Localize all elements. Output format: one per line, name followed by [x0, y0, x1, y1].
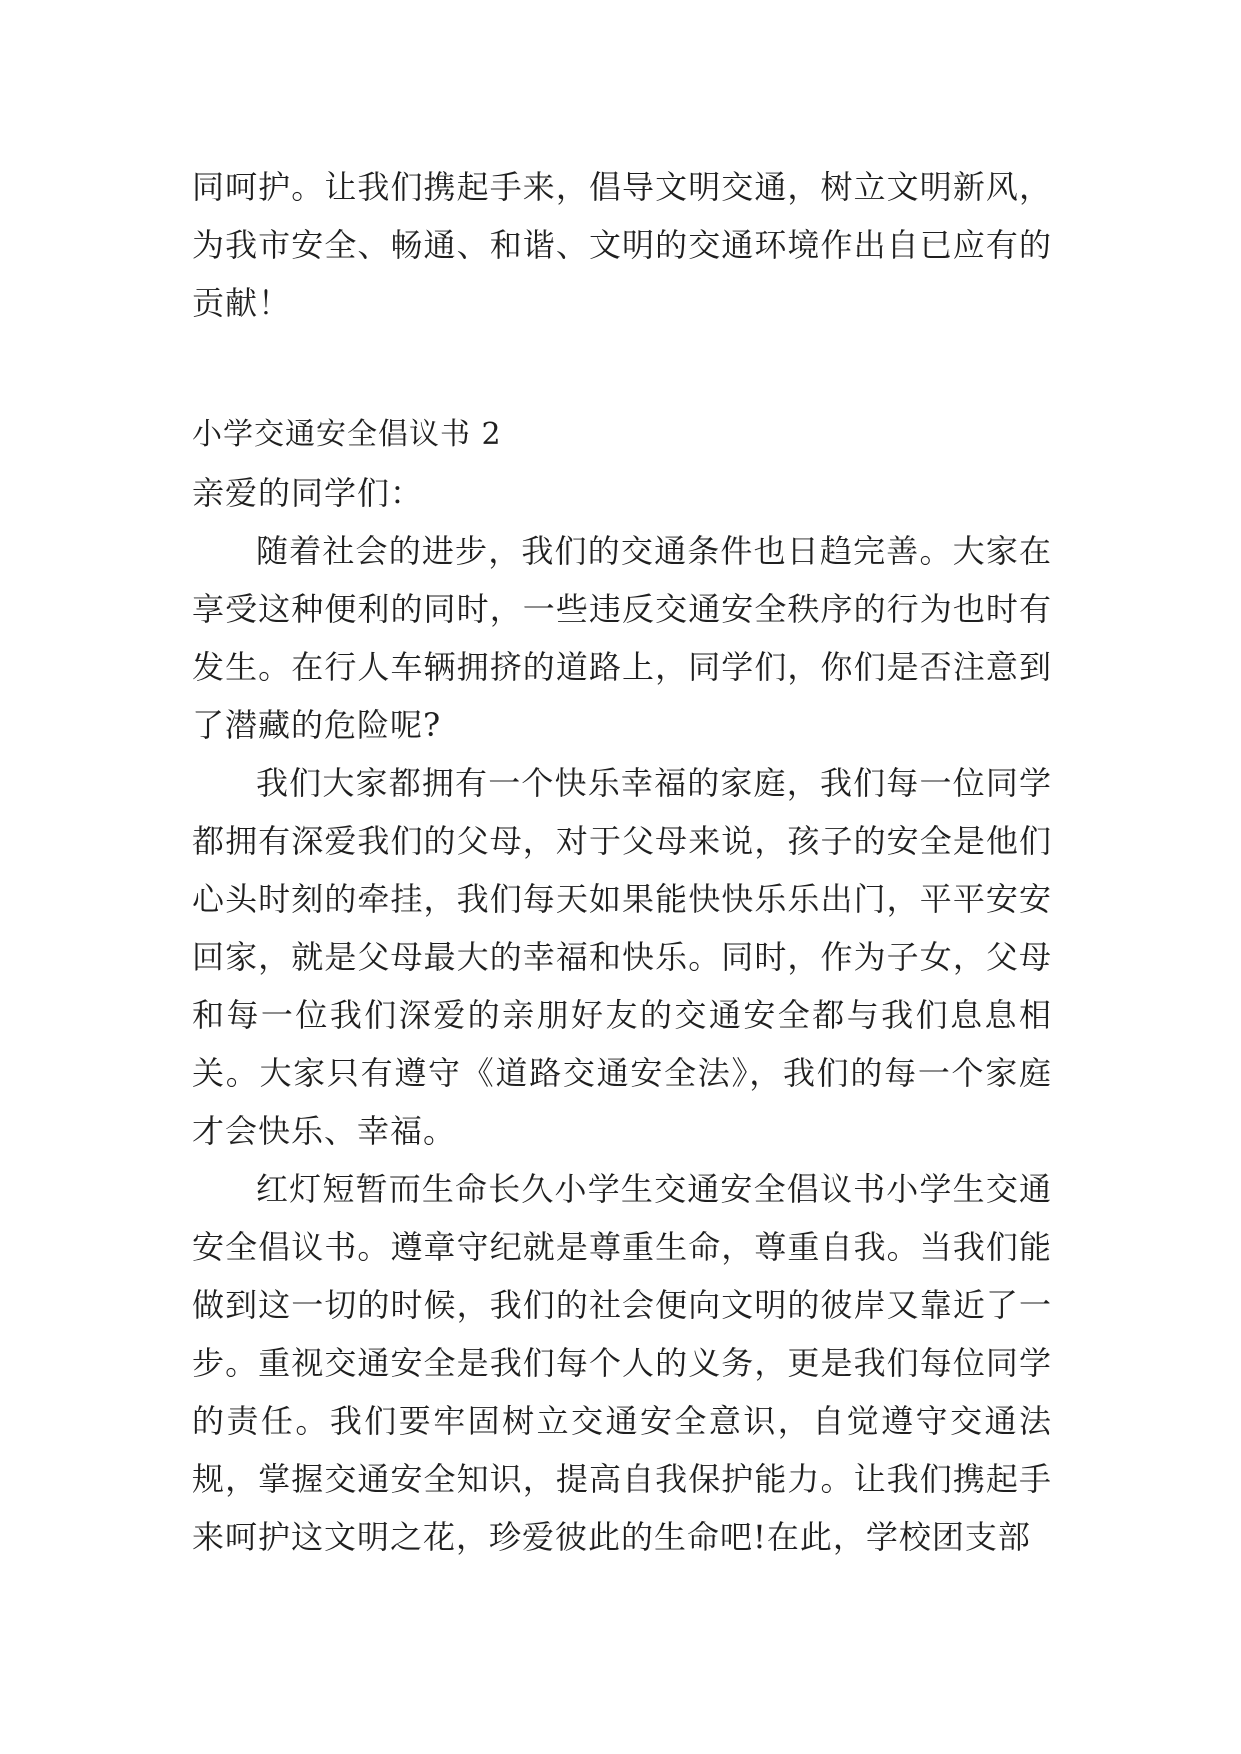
body-paragraph: 随着社会的进步，我们的交通条件也日趋完善。大家在享受这种便利的同时，一些违反交通安全秩序的行为也时有发生。在行人车辆拥挤的道路上，同学们，你们是否注意到了潜藏的危险呢?	[192, 532, 1052, 744]
salutation: 亲爱的同学们：	[192, 474, 424, 512]
body-paragraph: 我们大家都拥有一个快乐幸福的家庭，我们每一位同学都拥有深爱我们的父母，对于父母来说，孩子的安全是他们心头时刻的牵挂，我们每天如果能快快乐乐出门，平平安安回家，就是父母最大的幸福和快乐。同时，作为子女，父母和每一位我们深爱的亲朋好友的交通安全都与我们息息相关。大家只有遵守《道路交通安全法》，我们的每一个家庭才会快乐、幸福。	[192, 764, 1052, 1150]
section-title: 小学交通安全倡议书 2	[192, 417, 502, 452]
intro-paragraph: 同呵护。让我们携起手来，倡导文明交通，树立文明新风，为我市安全、畅通、和谐、文明的交通环境作出自已应有的贡献！	[192, 168, 1052, 322]
body-paragraph: 红灯短暂而生命长久小学生交通安全倡议书小学生交通安全倡议书。遵章守纪就是尊重生命，尊重自我。当我们能做到这一切的时候，我们的社会便向文明的彼岸又靠近了一步。重视交通安全是我们每个人的义务，更是我们每位同学的责任。我们要牢固树立交通安全意识，自觉遵守交通法规，掌握交通安全知识，提高自我保护能力。让我们携起手来呵护这文明之花，珍爱彼此的生命吧!在此，学校团支部	[192, 1170, 1052, 1556]
document-body	[192, 158, 1052, 1566]
